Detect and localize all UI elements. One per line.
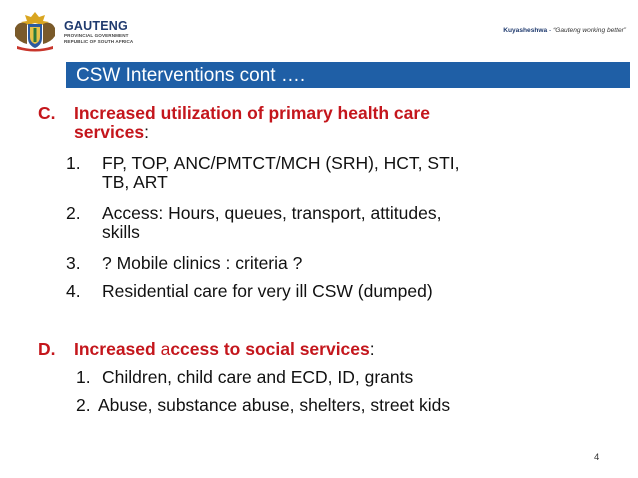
list-item-number: 2.: [76, 395, 91, 415]
section-d-colon: :: [369, 339, 375, 359]
section-c-heading-line2: services: [74, 122, 145, 142]
list-item-text: ? Mobile clinics : criteria ?: [102, 253, 303, 273]
list-item-text-cont: TB, ART: [102, 172, 168, 192]
section-c-heading-line1: Increased utilization of primary health care: [74, 103, 430, 123]
slide-title: CSW Interventions cont ….: [66, 62, 630, 88]
list-item-number: 1.: [66, 153, 81, 173]
logo-subtitle-2: REPUBLIC OF SOUTH AFRICA: [64, 38, 134, 44]
logo-name: GAUTENG: [64, 19, 128, 33]
coat-of-arms-icon: [9, 8, 61, 52]
list-item-text: Children, child care and ECD, ID, grants: [102, 367, 414, 387]
list-item-number: 2.: [66, 203, 81, 223]
section-d-letter: D.: [38, 339, 56, 359]
tagline-bold: Kuyasheshwa: [503, 27, 548, 34]
tagline-separator: -: [547, 27, 554, 34]
section-c-letter: C.: [38, 103, 56, 123]
list-item-text: Abuse, substance abuse, shelters, street kids: [98, 395, 451, 415]
list-item-text: Access: Hours, queues, transport, attitudes,: [102, 203, 442, 223]
section-d-heading-part3: ccess to social services: [170, 339, 370, 359]
list-item: [66, 282, 433, 301]
list-item-number: 3.: [66, 253, 81, 273]
tagline: [503, 27, 626, 34]
list-item-number: 4.: [66, 281, 81, 301]
list-item-text: Residential care for very ill CSW (dumped): [102, 281, 433, 301]
list-item: [66, 204, 441, 242]
section-d-heading: [38, 340, 375, 359]
page-number: 4: [594, 452, 600, 463]
list-item-text: FP, TOP, ANC/PMTCT/MCH (SRH), HCT, STI,: [102, 153, 460, 173]
section-c-heading: [38, 104, 430, 142]
section-d-heading-part1: Increased: [74, 339, 161, 359]
tagline-quote: “Gauteng working better”: [553, 27, 626, 34]
list-item: [66, 154, 460, 192]
logo-subtitle-1: PROVINCIAL GOVERNMENT: [64, 33, 129, 38]
list-item: [76, 396, 450, 415]
section-d-heading-part2: a: [160, 339, 171, 359]
list-item: [76, 368, 413, 387]
list-item-number: 1.: [76, 367, 91, 387]
gauteng-logo: [64, 20, 133, 44]
slide-header: [0, 0, 638, 62]
section-c-colon: :: [144, 122, 149, 142]
list-item-text-cont: skills: [102, 222, 140, 242]
list-item: [66, 254, 302, 273]
